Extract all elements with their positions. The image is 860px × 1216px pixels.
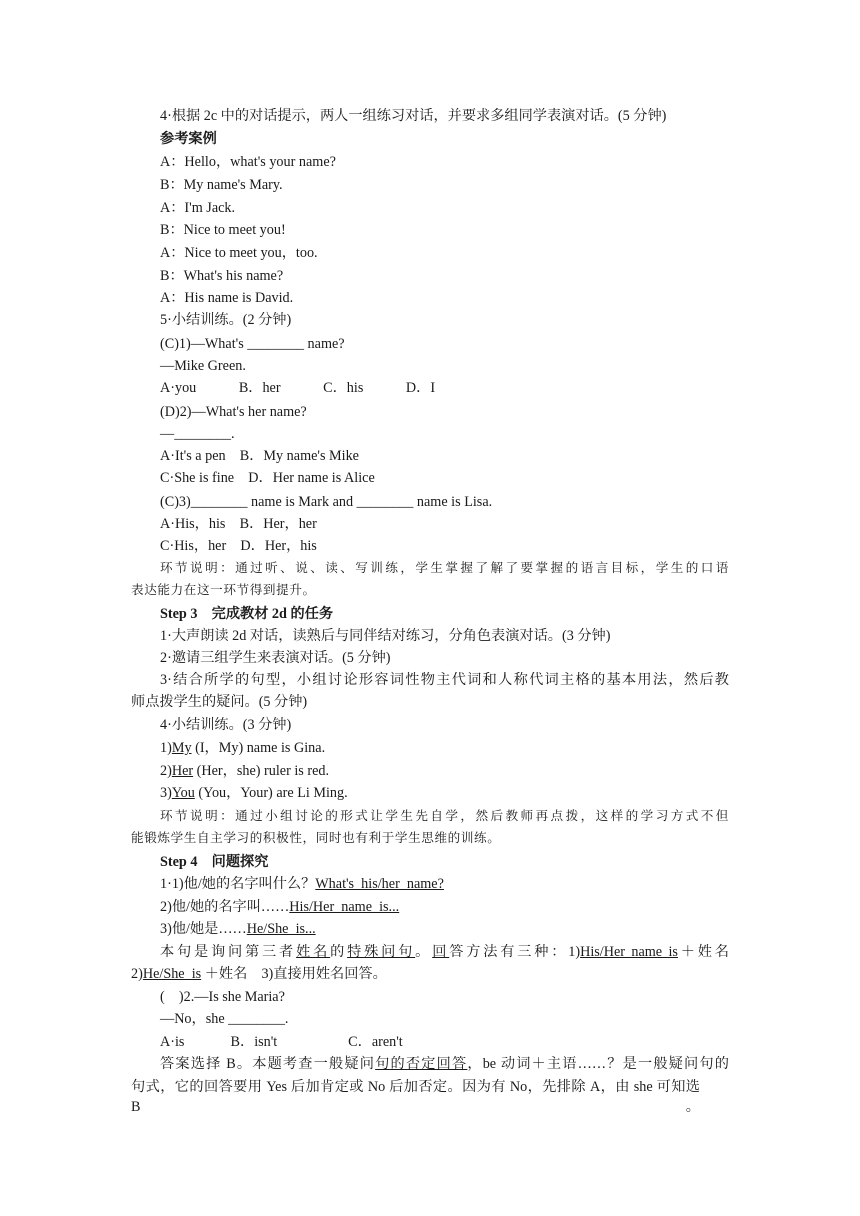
- text-span: A·you B．her C．his D．I: [160, 380, 436, 396]
- text-span: 3): [160, 785, 172, 801]
- text-span: 4·小结训练。(3 分钟): [160, 717, 292, 733]
- text-line: [160, 738, 325, 758]
- text-span: (You，Your) are Li Ming.: [194, 785, 348, 801]
- text-span: 。: [415, 944, 433, 960]
- text-span: A：Hello，what's your name?: [160, 154, 336, 170]
- text-span: 2): [160, 763, 172, 779]
- text-line: [160, 806, 729, 826]
- text-span: 1·1)他/她的名字叫什么？: [160, 876, 316, 892]
- text-line: [160, 424, 234, 444]
- text-line: [160, 1009, 288, 1029]
- text-line: [160, 648, 391, 668]
- text-span: B：My name's Mary.: [160, 177, 283, 193]
- text-span: A：I'm Jack.: [160, 200, 236, 216]
- text-line: [160, 1032, 403, 1052]
- text-span: ( )2.—Is she Maria?: [160, 989, 285, 1005]
- text-span: A·It's a pen B．My name's Mike: [160, 448, 359, 464]
- text-span: —________.: [160, 426, 235, 442]
- text-line: [160, 783, 348, 803]
- text-span: 环节说明：通过听、说、读、写训练，学生掌握了解了要掌握的语言目标，学生的口语: [160, 560, 729, 575]
- text-line: [160, 106, 666, 126]
- text-span: 答方法有三种：1): [449, 944, 581, 960]
- underlined-answer: He/She is...: [246, 921, 316, 937]
- text-line: [160, 468, 375, 488]
- text-line: [160, 198, 235, 218]
- text-span: (Her，she) ruler is red.: [193, 763, 330, 779]
- text-line: [160, 852, 268, 872]
- underlined-answer: 句的否定回答: [375, 1056, 468, 1072]
- underlined-answer: 回: [432, 944, 450, 960]
- text-line: [160, 334, 345, 354]
- text-span: ＋姓名: [677, 944, 729, 960]
- text-span: 句式，它的回答要用 Yes 后加肯定或 No 后加否定。因为有 No，先排除 A，由 she 可知选 B。: [131, 1079, 700, 1115]
- text-line: [160, 558, 729, 578]
- text-line: [160, 987, 285, 1007]
- text-span: 2·邀请三组学生来表演对话。(5 分钟): [160, 650, 391, 666]
- text-span: B：Nice to meet you!: [160, 222, 286, 238]
- text-line: [160, 919, 316, 939]
- text-span: C·She is fine D．Her name is Alice: [160, 470, 375, 486]
- text-line: [160, 310, 291, 330]
- text-line: [160, 761, 329, 781]
- text-span: (I，My) name is Gina.: [191, 740, 326, 756]
- text-line: [160, 604, 333, 624]
- text-line: [160, 1054, 729, 1074]
- text-span: 环节说明：通过小组讨论的形式让学生先自学，然后教师再点拨，这样的学习方式不但: [160, 808, 729, 823]
- text-line: [160, 670, 729, 690]
- underlined-answer: My: [171, 740, 192, 756]
- text-line: [131, 964, 387, 984]
- underlined-answer: You: [171, 785, 195, 801]
- text-span: 4·根据 2c 中的对话提示，两人一组练习对话，并要求多组同学表演对话。(5 分钟): [160, 108, 667, 124]
- text-line: [160, 266, 283, 286]
- text-span: 答案选择 B。本题考查一般疑问: [160, 1056, 376, 1072]
- text-span: 能锻炼学生自主学习的积极性，同时也有利于学生思维的训练。: [131, 830, 501, 845]
- text-span: 3·结合所学的句型，小组讨论形容词性物主代词和人称代词主格的基本用法，然后教: [160, 672, 729, 688]
- underlined-answer: What's his/her name?: [315, 876, 444, 892]
- text-line: [160, 152, 336, 172]
- text-span: C·His，her D．Her，his: [160, 538, 317, 554]
- text-span: 5·小结训练。(2 分钟): [160, 312, 292, 328]
- text-line: [160, 129, 217, 149]
- text-line: [160, 288, 293, 308]
- text-line: [160, 356, 246, 376]
- text-span: 1): [160, 740, 172, 756]
- text-span: A：Nice to meet you，too.: [160, 245, 318, 261]
- text-line: [131, 1077, 700, 1117]
- text-line: [160, 378, 435, 398]
- text-span: 的: [330, 944, 348, 960]
- text-span: 师点拨学生的疑问。(5 分钟): [131, 694, 308, 710]
- text-line: [160, 446, 359, 466]
- text-span: A·is B．isn't C．aren't: [160, 1034, 403, 1050]
- text-line: [160, 715, 291, 735]
- text-span: —No，she ________.: [160, 1011, 289, 1027]
- text-line: [160, 536, 317, 556]
- text-span: —Mike Green.: [160, 358, 246, 374]
- text-span: ，be 动词＋主语……？是一般疑问句的: [467, 1056, 729, 1072]
- text-span: A·His，his B．Her，her: [160, 516, 317, 532]
- text-line: [160, 514, 317, 534]
- text-span: (D)2)—What's her name?: [160, 404, 307, 420]
- text-span: A：His name is David.: [160, 290, 294, 306]
- text-line: [131, 580, 316, 600]
- text-span: (C)3)________ name is Mark and ________ name is Lisa.: [160, 494, 493, 510]
- text-span: 3)他/她是……: [160, 921, 247, 937]
- text-line: [160, 492, 492, 512]
- text-line: [131, 828, 500, 848]
- text-line: [160, 897, 399, 917]
- text-span: 1·大声朗读 2d 对话，读熟后与同伴结对练习，分角色表演对话。(3 分钟): [160, 628, 611, 644]
- text-line: [160, 942, 729, 962]
- text-line: [160, 175, 283, 195]
- text-line: [160, 626, 610, 646]
- text-span: 2)他/她的名字叫……: [160, 899, 290, 915]
- text-line: [160, 874, 444, 894]
- text-span: 参考案例: [160, 131, 217, 147]
- text-span: 2): [131, 966, 143, 982]
- text-line: [131, 692, 307, 712]
- text-line: [160, 220, 286, 240]
- text-span: Step 4 问题探究: [160, 854, 269, 870]
- text-line: [160, 402, 307, 422]
- text-span: ＋姓名 3)直接用姓名回答。: [201, 966, 387, 982]
- underlined-answer: 特殊问句: [347, 944, 416, 960]
- text-span: 表达能力在这一环节得到提升。: [131, 582, 316, 597]
- underlined-answer: He/She is: [142, 966, 202, 982]
- underlined-answer: His/Her name is...: [289, 899, 400, 915]
- underlined-answer: Her: [171, 763, 194, 779]
- text-span: Step 3 完成教材 2d 的任务: [160, 606, 334, 622]
- underlined-answer: His/Her name is: [580, 944, 678, 960]
- underlined-answer: 姓名: [296, 944, 331, 960]
- text-span: (C)1)—What's ________ name?: [160, 336, 345, 352]
- text-line: [160, 243, 318, 263]
- text-span: 本句是询问第三者: [160, 944, 297, 960]
- text-span: B：What's his name?: [160, 268, 284, 284]
